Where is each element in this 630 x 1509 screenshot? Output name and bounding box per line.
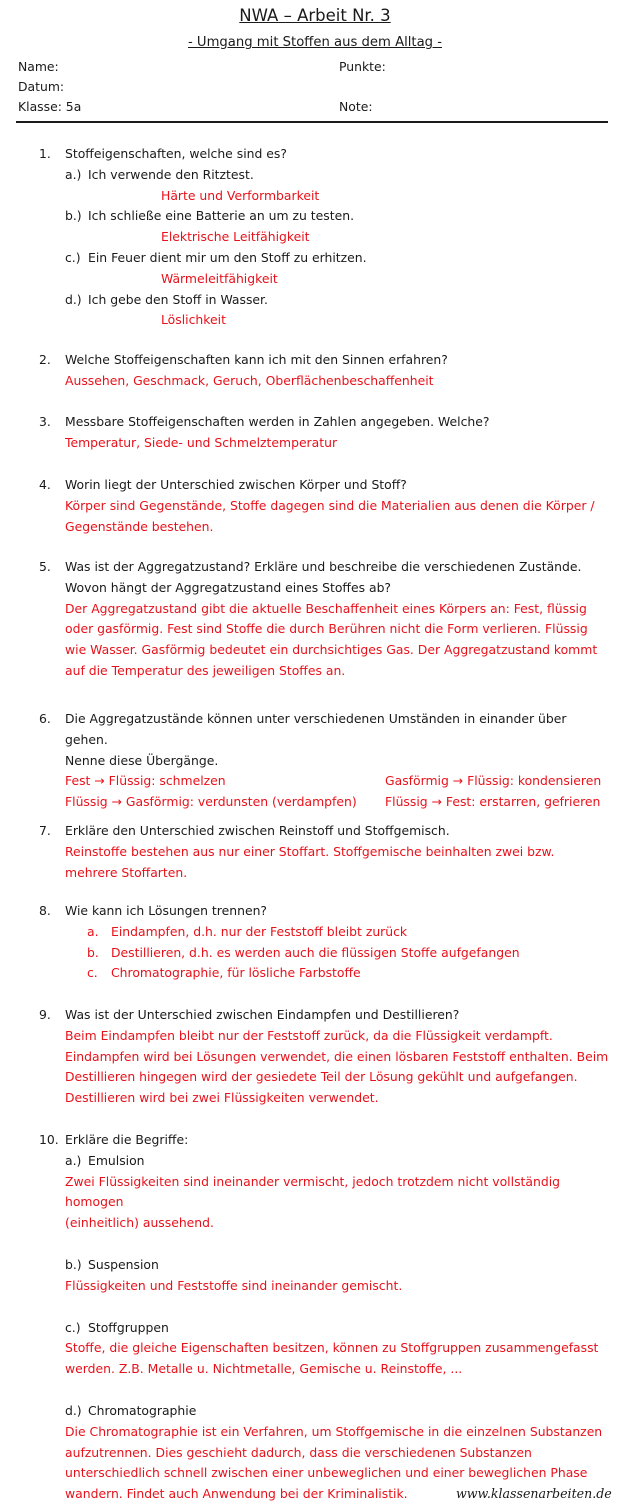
question-text-line: Wovon hängt der Aggregatzustand eines Stoffes ab? <box>65 579 392 595</box>
term-name: Emulsion <box>88 1152 145 1168</box>
page-title: NWA – Arbeit Nr. 3 <box>239 6 391 25</box>
question-number: 5. <box>39 559 51 574</box>
subquestion-label: b.) <box>65 1256 82 1272</box>
subquestion <box>65 206 609 227</box>
answer-line: Gegenstände bestehen. <box>65 518 214 534</box>
answer-text: Gasförmig → Flüssig: kondensieren <box>385 773 602 789</box>
footer-site-link[interactable]: www.klassenarbeiten.de <box>456 1486 612 1501</box>
term-name: Stoffgruppen <box>88 1319 169 1335</box>
answer-text: Temperatur, Siede- und Schmelztemperatur <box>65 434 338 450</box>
question-number: 9. <box>39 1007 51 1022</box>
answer-line: wandern. Findet auch Anwendung bei der Kriminalistik. <box>65 1486 408 1502</box>
subquestion-label: b.) <box>65 208 82 224</box>
subquestion-text: Ich verwende den Ritztest. <box>88 166 254 182</box>
answer-line: oder gasförmig. Fest sind Stoffe die durch Berühren nicht die Form verlieren. Flüssig <box>65 621 588 637</box>
list-item-label: b. <box>87 944 99 960</box>
header-divider <box>16 121 608 123</box>
answer-line: Eindampfen wird bei Lösungen verwendet, die einen lösbaren Feststoff enthalten. Beim <box>65 1048 609 1064</box>
list-item-label: c. <box>87 965 98 981</box>
question-text: Stoffeigenschaften, welche sind es? <box>65 146 287 161</box>
list-item <box>87 963 609 984</box>
answer-line: Beim Eindampfen bleibt nur der Feststoff zurück, da die Flüssigkeit verdampft. <box>65 1027 553 1043</box>
question-number: 4. <box>39 477 51 492</box>
question-6 <box>39 709 609 813</box>
answer-line: unterschiedlich schnell zwischen einer unbeweglichen und einer beweglichen Phase <box>65 1465 588 1481</box>
name-field-label: Name: <box>18 59 59 74</box>
date-field-label: Datum: <box>18 79 65 94</box>
subquestion-text: Ich schließe eine Batterie an um zu testen. <box>88 208 355 224</box>
answer-line: auf die Temperatur des jeweiligen Stoffes an. <box>65 662 346 678</box>
list-item-text: Destillieren, d.h. es werden auch die flüssigen Stoffe aufgefangen <box>111 944 520 960</box>
answer-text: Elektrische Leitfähigkeit <box>161 229 310 245</box>
subquestion <box>65 165 609 186</box>
grade-field-label: Note: <box>339 99 373 114</box>
question-text-line: Nenne diese Übergänge. <box>65 752 219 768</box>
answer-row <box>65 771 609 792</box>
question-number: 1. <box>39 146 51 161</box>
answer-line: Zwei Flüssigkeiten sind ineinander vermischt, jedoch trotzdem nicht vollständig homogen <box>65 1173 561 1210</box>
question-text: Was ist der Unterschied zwischen Eindampfen und Destillieren? <box>65 1007 460 1022</box>
question-text: Welche Stoffeigenschaften kann ich mit den Sinnen erfahren? <box>65 352 448 367</box>
question-text: Erkläre den Unterschied zwischen Reinstoff und Stoffgemisch. <box>65 823 450 838</box>
list-item-label: a. <box>87 923 99 939</box>
question-text: Worin liegt der Unterschied zwischen Körper und Stoff? <box>65 477 407 492</box>
question-5 <box>39 557 609 682</box>
spacer <box>39 1297 609 1318</box>
answer-row <box>65 792 609 813</box>
answer-line: Körper sind Gegenstände, Stoffe dagegen sind die Materialien aus denen die Körper / <box>65 497 595 513</box>
question-number: 8. <box>39 903 51 918</box>
answer-line: werden. Z.B. Metalle u. Nichtmetalle, Gemische u. Reinstoffe, ... <box>65 1361 463 1377</box>
class-field-label: Klasse: 5a <box>18 99 82 114</box>
question-number: 6. <box>39 711 51 726</box>
answer-text: Flüssig → Fest: erstarren, gefrieren <box>385 794 601 810</box>
subquestion-label: d.) <box>65 1402 82 1418</box>
term-label-row <box>65 1401 609 1422</box>
question-text: Wie kann ich Lösungen trennen? <box>65 903 267 918</box>
answer-line: Destillieren wird bei zwei Flüssigkeiten verwendet. <box>65 1090 379 1106</box>
answer-line: Die Chromatographie ist ein Verfahren, um Stoffgemische in die einzelnen Substanzen <box>65 1423 603 1439</box>
answer-line: Reinstoffe bestehen aus nur einer Stoffart. Stoffgemische beinhalten zwei bzw. <box>65 843 555 859</box>
question-number: 7. <box>39 823 51 838</box>
answer-list <box>87 922 609 984</box>
question-number: 3. <box>39 414 51 429</box>
answer-line: wie Wasser. Gasförmig bedeutet ein durchsichtiges Gas. Der Aggregatzustand kommt <box>65 642 598 658</box>
question-4 <box>39 475 609 537</box>
question-text: Erkläre die Begriffe: <box>65 1132 189 1147</box>
answer-text: Wärmeleitfähigkeit <box>161 270 278 286</box>
points-field-label: Punkte: <box>339 59 386 74</box>
answer-text: Flüssig → Gasförmig: verdunsten (verdampfen) <box>65 794 357 810</box>
answer-text: Löslichkeit <box>161 312 226 328</box>
term-name: Chromatographie <box>88 1402 197 1418</box>
list-item <box>87 922 609 943</box>
answer-text: Fest → Flüssig: schmelzen <box>65 773 226 789</box>
answer-line: (einheitlich) aussehend. <box>65 1215 214 1231</box>
subquestion-label: a.) <box>65 1152 82 1168</box>
list-item <box>87 943 609 964</box>
answer-line: mehrere Stoffarten. <box>65 864 188 880</box>
list-item-text: Eindampfen, d.h. nur der Feststoff bleibt zurück <box>111 923 408 939</box>
question-7 <box>39 821 609 883</box>
question-text-line: Die Aggregatzustände können unter verschiedenen Umständen in einander über gehen. <box>65 711 567 747</box>
subquestion <box>65 248 609 269</box>
question-8 <box>39 901 609 984</box>
answer-text: Aussehen, Geschmack, Geruch, Oberflächenbeschaffenheit <box>65 372 434 388</box>
term-label-row <box>65 1255 609 1276</box>
question-9 <box>39 1005 609 1109</box>
question-text: Messbare Stoffeigenschaften werden in Zahlen angegeben. Welche? <box>65 414 490 429</box>
term-name: Suspension <box>88 1256 159 1272</box>
subquestion-text: Ich gebe den Stoff in Wasser. <box>88 291 268 307</box>
subquestion-text: Ein Feuer dient mir um den Stoff zu erhitzen. <box>88 249 367 265</box>
answer-line: Der Aggregatzustand gibt die aktuelle Beschaffenheit eines Körpers an: Fest, flüssig <box>65 600 587 616</box>
answer-line: aufzutrennen. Dies geschieht dadurch, dass die verschiedenen Substanzen <box>65 1444 532 1460</box>
subquestion-label: a.) <box>65 166 82 182</box>
question-2 <box>39 350 609 392</box>
term-label-row <box>65 1151 609 1172</box>
question-number: 2. <box>39 352 51 367</box>
answer-line: Flüssigkeiten und Feststoffe sind ineinander gemischt. <box>65 1277 403 1293</box>
question-text-line: Was ist der Aggregatzustand? Erkläre und beschreibe die verschiedenen Zustände. <box>65 559 582 574</box>
question-3 <box>39 412 609 454</box>
answer-line: Destillieren hingegen wird der gesiedete Teil der Lösung gekühlt und aufgefangen. <box>65 1069 578 1085</box>
term-label-row <box>65 1318 609 1339</box>
question-10 <box>39 1130 609 1505</box>
answer-line: Stoffe, die gleiche Eigenschaften besitzen, können zu Stoffgruppen zusammengefasst <box>65 1340 599 1356</box>
question-1 <box>39 144 609 331</box>
answer-text: Härte und Verformbarkeit <box>161 187 320 203</box>
subquestion-label: c.) <box>65 1319 81 1335</box>
list-item-text: Chromatographie, für lösliche Farbstoffe <box>111 965 361 981</box>
subquestion <box>65 290 609 311</box>
spacer <box>39 1380 609 1401</box>
page-subtitle: - Umgang mit Stoffen aus dem Alltag - <box>187 35 442 50</box>
subquestion-label: c.) <box>65 249 81 265</box>
question-number: 10. <box>39 1132 59 1147</box>
subquestion-label: d.) <box>65 291 82 307</box>
spacer <box>39 1234 609 1255</box>
